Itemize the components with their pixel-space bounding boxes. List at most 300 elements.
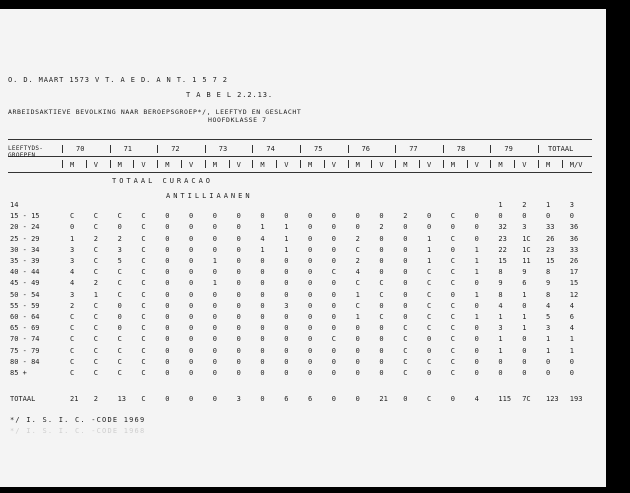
table-cell: C bbox=[117, 290, 122, 299]
table-cell: 0 bbox=[403, 268, 408, 277]
table-cell: C bbox=[141, 268, 146, 277]
table-cell: 0 bbox=[189, 313, 194, 321]
sub-header-3: V bbox=[141, 161, 146, 169]
table-cell: 0 bbox=[284, 324, 289, 333]
total-cell: 0 bbox=[260, 395, 265, 403]
header-rule-top bbox=[8, 139, 592, 140]
table-cell: 0 bbox=[522, 301, 527, 310]
table-cell: 0 bbox=[260, 313, 265, 321]
table-cell: 15 bbox=[546, 257, 555, 265]
table-cell: C bbox=[141, 324, 146, 333]
table-cell: 2 bbox=[93, 234, 99, 243]
table-cell: 1 bbox=[474, 257, 479, 265]
row-label: 15 - 15 bbox=[10, 212, 40, 221]
table-cell: 3 bbox=[498, 324, 503, 333]
age-group-label-1: LEEFTYDS- bbox=[8, 145, 44, 152]
sub-separator bbox=[229, 160, 230, 168]
table-cell: 1 bbox=[284, 245, 289, 254]
table-cell: 1 bbox=[546, 201, 551, 209]
group-separator bbox=[443, 145, 444, 153]
table-cell: C bbox=[331, 268, 337, 277]
sub-separator bbox=[514, 160, 515, 168]
table-cell: C bbox=[427, 324, 432, 333]
sub-separator bbox=[490, 160, 491, 168]
group-header-8: 78 bbox=[456, 145, 466, 153]
table-cell: C bbox=[427, 357, 432, 366]
table-cell: 0 bbox=[308, 223, 313, 232]
table-cell: 0 bbox=[117, 324, 122, 333]
table-cell: 0 bbox=[189, 335, 194, 344]
table-cell: 0 bbox=[427, 212, 432, 221]
table-cell: 6 bbox=[569, 313, 575, 321]
table-cell: 0 bbox=[308, 346, 313, 355]
table-cell: C bbox=[93, 212, 99, 221]
row-label: 85 + bbox=[10, 369, 27, 377]
table-cell: C bbox=[141, 279, 146, 288]
table-cell: C bbox=[403, 346, 408, 355]
sub-separator bbox=[300, 160, 301, 168]
table-cell: 0 bbox=[189, 234, 194, 243]
table-cell: 1 bbox=[569, 346, 575, 355]
table-cell: 0 bbox=[165, 335, 170, 344]
table-cell: 0 bbox=[117, 223, 122, 232]
table-cell: 0 bbox=[284, 357, 289, 366]
total-row-label: TOTAAL bbox=[10, 395, 36, 403]
table-cell: 0 bbox=[546, 357, 551, 366]
table-cell: 0 bbox=[189, 257, 194, 265]
table-cell: 5 bbox=[117, 257, 122, 265]
table-cell: 0 bbox=[165, 357, 170, 366]
table-cell: 0 bbox=[379, 301, 384, 310]
table-cell: 0 bbox=[474, 301, 479, 310]
table-cell: 3 bbox=[117, 245, 122, 254]
total-cell: 193 bbox=[569, 395, 583, 403]
table-cell: 2 bbox=[355, 234, 360, 243]
row-label: 45 - 49 bbox=[10, 279, 40, 288]
table-cell: 0 bbox=[260, 335, 265, 344]
table-cell: 0 bbox=[236, 257, 241, 265]
table-cell: 0 bbox=[474, 369, 479, 377]
table-cell: 0 bbox=[331, 346, 337, 355]
total-cell: 0 bbox=[403, 395, 408, 403]
table-cell: 0 bbox=[379, 346, 384, 355]
group-separator bbox=[395, 145, 396, 153]
table-cell: 0 bbox=[355, 346, 360, 355]
table-cell: 8 bbox=[498, 290, 503, 299]
sub-separator bbox=[324, 160, 325, 168]
table-cell: 0 bbox=[189, 279, 194, 288]
total-cell: 21 bbox=[70, 395, 79, 403]
table-cell: 0 bbox=[331, 279, 337, 288]
sub-header-14: M bbox=[403, 161, 408, 169]
table-cell: 0 bbox=[189, 268, 194, 277]
table-cell: C bbox=[450, 301, 456, 310]
table-cell: C bbox=[117, 268, 122, 277]
table-cell: 1 bbox=[284, 234, 289, 243]
table-cell: 0 bbox=[498, 357, 503, 366]
table-cell: 0 bbox=[331, 234, 337, 243]
table-cell: C bbox=[93, 346, 99, 355]
sub-separator bbox=[157, 160, 158, 168]
table-cell: 0 bbox=[331, 301, 337, 310]
table-number: T A B E L 2.2.13. bbox=[186, 91, 273, 99]
table-cell: 0 bbox=[284, 346, 289, 355]
table-cell: 0 bbox=[403, 257, 408, 265]
table-cell: 1 bbox=[546, 335, 551, 344]
table-cell: 0 bbox=[189, 223, 194, 232]
sub-separator bbox=[181, 160, 182, 168]
table-cell: 0 bbox=[189, 290, 194, 299]
table-cell: 0 bbox=[308, 290, 313, 299]
table-cell: 0 bbox=[260, 357, 265, 366]
row-label: 70 - 74 bbox=[10, 335, 40, 344]
table-cell: 0 bbox=[308, 234, 313, 243]
table-cell: 0 bbox=[450, 223, 456, 232]
table-cell: 1C bbox=[522, 234, 531, 243]
table-cell: 0 bbox=[236, 234, 241, 243]
group-header-2: 72 bbox=[171, 145, 180, 153]
table-cell: 0 bbox=[308, 279, 313, 288]
sub-header-10: M bbox=[308, 161, 313, 169]
table-cell: C bbox=[450, 369, 456, 377]
table-cell: 1 bbox=[427, 234, 432, 243]
group-separator bbox=[205, 145, 206, 153]
table-cell: 1 bbox=[498, 346, 503, 355]
table-cell: C bbox=[427, 301, 432, 310]
table-cell: C bbox=[70, 324, 75, 333]
table-cell: 1 bbox=[569, 335, 575, 344]
group-separator bbox=[300, 145, 301, 153]
table-cell: 0 bbox=[403, 279, 408, 288]
table-cell: 0 bbox=[403, 290, 408, 299]
table-cell: 0 bbox=[474, 357, 479, 366]
sub-separator bbox=[443, 160, 444, 168]
table-cell: 0 bbox=[355, 223, 360, 232]
table-cell: 1 bbox=[284, 223, 289, 232]
table-cell: C bbox=[70, 313, 75, 321]
table-cell: 0 bbox=[379, 257, 384, 265]
section-label-antillianen: ANTILLIAANEN bbox=[166, 192, 253, 200]
table-cell: 0 bbox=[189, 324, 194, 333]
sub-header-1: V bbox=[93, 161, 99, 169]
table-cell: C bbox=[355, 245, 360, 254]
table-cell: 0 bbox=[450, 290, 456, 299]
table-cell: 0 bbox=[427, 223, 432, 232]
table-cell: 0 bbox=[165, 212, 170, 221]
table-cell: 8 bbox=[546, 290, 551, 299]
table-cell: C bbox=[427, 313, 432, 321]
table-cell: C bbox=[93, 301, 99, 310]
header-rule-middle bbox=[8, 156, 592, 157]
table-cell: C bbox=[93, 257, 99, 265]
table-cell: 0 bbox=[236, 268, 241, 277]
total-cell: 0 bbox=[450, 395, 456, 403]
table-cell: 0 bbox=[569, 369, 575, 377]
total-cell: 21 bbox=[379, 395, 388, 403]
table-cell: C bbox=[403, 369, 408, 377]
table-cell: 1 bbox=[427, 257, 432, 265]
table-cell: 0 bbox=[165, 257, 170, 265]
table-cell: 0 bbox=[189, 369, 194, 377]
table-cell: 0 bbox=[379, 335, 384, 344]
sub-header-19: V bbox=[522, 161, 527, 169]
table-cell: 0 bbox=[403, 245, 408, 254]
table-cell: 0 bbox=[70, 223, 75, 232]
table-cell: 0 bbox=[165, 324, 170, 333]
table-cell: C bbox=[93, 357, 99, 366]
sub-separator bbox=[395, 160, 396, 168]
group-header-6: 76 bbox=[361, 145, 371, 153]
table-cell: 0 bbox=[308, 357, 313, 366]
table-cell: 0 bbox=[117, 313, 122, 321]
table-cell: 0 bbox=[260, 268, 265, 277]
table-cell: 2 bbox=[355, 257, 360, 265]
table-cell: 0 bbox=[165, 290, 170, 299]
sub-header-6: M bbox=[212, 161, 218, 169]
table-cell: 2 bbox=[522, 201, 527, 209]
table-cell: 0 bbox=[212, 324, 218, 333]
table-cell: C bbox=[450, 346, 456, 355]
sub-separator bbox=[276, 160, 277, 168]
table-cell: 0 bbox=[331, 212, 337, 221]
table-cell: 0 bbox=[427, 335, 432, 344]
table-cell: 0 bbox=[284, 313, 289, 321]
table-cell: 1 bbox=[474, 290, 479, 299]
table-cell: 0 bbox=[212, 212, 218, 221]
table-cell: 2 bbox=[403, 212, 408, 221]
table-cell: 1 bbox=[212, 279, 218, 288]
table-cell: 0 bbox=[308, 245, 313, 254]
table-cell: 15 bbox=[569, 279, 579, 288]
table-cell: C bbox=[93, 313, 99, 321]
total-cell: C bbox=[141, 395, 146, 403]
table-cell: 4 bbox=[70, 279, 75, 288]
table-cell: C bbox=[141, 290, 146, 299]
table-cell: C bbox=[141, 223, 146, 232]
table-cell: 9 bbox=[498, 279, 503, 288]
table-cell: 0 bbox=[260, 301, 265, 310]
table-cell: 0 bbox=[427, 346, 432, 355]
table-cell: C bbox=[117, 212, 122, 221]
table-cell: 36 bbox=[569, 234, 579, 243]
table-cell: C bbox=[450, 335, 456, 344]
table-cell: 0 bbox=[212, 223, 218, 232]
sub-separator bbox=[538, 160, 539, 168]
sub-header-21: M/V bbox=[569, 161, 583, 169]
table-cell: 0 bbox=[355, 324, 360, 333]
table-cell: 0 bbox=[331, 369, 337, 377]
table-cell: C bbox=[117, 335, 122, 344]
table-cell: 1 bbox=[70, 234, 75, 243]
table-cell: 0 bbox=[165, 279, 170, 288]
table-cell: 36 bbox=[569, 223, 579, 232]
table-cell: C bbox=[141, 245, 146, 254]
table-cell: 0 bbox=[236, 346, 241, 355]
table-cell: 0 bbox=[355, 212, 360, 221]
table-cell: 0 bbox=[379, 245, 384, 254]
table-cell: C bbox=[93, 268, 99, 277]
table-subtitle: HOOFDKLASSE 7 bbox=[208, 116, 267, 124]
table-cell: 0 bbox=[260, 346, 265, 355]
table-cell: 0 bbox=[236, 357, 241, 366]
table-cell: 0 bbox=[260, 369, 265, 377]
row-label: 80 - 84 bbox=[10, 357, 40, 366]
table-cell: C bbox=[450, 212, 456, 221]
table-cell: 2 bbox=[117, 234, 122, 243]
table-cell: 0 bbox=[236, 324, 241, 333]
table-cell: C bbox=[427, 268, 432, 277]
table-cell: 0 bbox=[331, 223, 337, 232]
table-cell: 6 bbox=[522, 279, 527, 288]
sub-header-7: V bbox=[236, 161, 241, 169]
table-cell: 0 bbox=[165, 369, 170, 377]
table-cell: 0 bbox=[236, 279, 241, 288]
table-cell: 0 bbox=[403, 301, 408, 310]
table-cell: 1 bbox=[498, 201, 503, 209]
table-cell: 0 bbox=[474, 335, 479, 344]
sub-header-2: M bbox=[117, 161, 122, 169]
row-label: 55 - 59 bbox=[10, 301, 40, 310]
sub-header-16: M bbox=[450, 161, 456, 169]
table-cell: 1 bbox=[546, 346, 551, 355]
sub-header-8: M bbox=[260, 161, 265, 169]
total-cell: 3 bbox=[236, 395, 241, 403]
table-cell: 0 bbox=[236, 223, 241, 232]
table-cell: 9 bbox=[522, 268, 527, 277]
table-cell: 0 bbox=[403, 223, 408, 232]
table-cell: C bbox=[93, 369, 99, 377]
table-cell: 0 bbox=[546, 369, 551, 377]
total-cell: 13 bbox=[117, 395, 127, 403]
total-cell: 7C bbox=[522, 395, 531, 403]
table-cell: C bbox=[427, 279, 432, 288]
total-cell: 123 bbox=[546, 395, 559, 403]
total-cell: 6 bbox=[308, 395, 313, 403]
table-cell: 0 bbox=[474, 324, 479, 333]
table-cell: 0 bbox=[212, 369, 218, 377]
table-cell: 0 bbox=[498, 369, 503, 377]
sub-separator bbox=[110, 160, 111, 168]
table-cell: C bbox=[355, 301, 360, 310]
table-cell: 0 bbox=[308, 212, 313, 221]
table-cell: C bbox=[70, 335, 75, 344]
table-cell: 1 bbox=[260, 245, 265, 254]
table-cell: C bbox=[117, 346, 122, 355]
group-header-4: 74 bbox=[266, 145, 275, 153]
table-cell: 0 bbox=[165, 245, 170, 254]
table-cell: 0 bbox=[212, 335, 218, 344]
table-cell: 0 bbox=[355, 335, 360, 344]
table-cell: 0 bbox=[284, 268, 289, 277]
top-header-line: O. D. MAART 1573 V T. A E D. A N T. 1 5 7 2 bbox=[8, 76, 228, 84]
table-cell: 0 bbox=[284, 335, 289, 344]
table-cell: C bbox=[70, 346, 75, 355]
table-cell: C bbox=[117, 369, 122, 377]
table-cell: 0 bbox=[331, 290, 337, 299]
sub-header-9: V bbox=[284, 161, 289, 169]
table-cell: C bbox=[379, 313, 384, 321]
table-cell: 1 bbox=[498, 335, 503, 344]
table-cell: 0 bbox=[260, 257, 265, 265]
table-cell: C bbox=[355, 279, 360, 288]
table-cell: C bbox=[117, 279, 122, 288]
table-title: ARBEIDSAKTIEVE BEVOLKING NAAR BEROEPSGROEP*/, LEEFTYD EN GESLACHT bbox=[8, 108, 302, 116]
table-cell: 0 bbox=[379, 357, 384, 366]
table-cell: 3 bbox=[522, 223, 527, 232]
row-label: 60 - 64 bbox=[10, 313, 40, 321]
table-cell: 26 bbox=[569, 257, 579, 265]
row-label: 65 - 69 bbox=[10, 324, 40, 333]
sub-header-15: V bbox=[427, 161, 432, 169]
table-cell: 1 bbox=[427, 245, 432, 254]
table-cell: 0 bbox=[236, 335, 241, 344]
table-cell: 0 bbox=[474, 346, 479, 355]
table-cell: 0 bbox=[308, 268, 313, 277]
table-cell: 0 bbox=[165, 313, 170, 321]
table-cell: C bbox=[93, 245, 99, 254]
sub-separator bbox=[467, 160, 468, 168]
total-cell: 0 bbox=[355, 395, 360, 403]
table-cell: C bbox=[379, 290, 384, 299]
table-cell: 1 bbox=[522, 313, 527, 321]
group-separator bbox=[110, 145, 111, 153]
table-cell: C bbox=[141, 369, 146, 377]
total-cell: 2 bbox=[93, 395, 99, 403]
group-separator bbox=[538, 145, 539, 153]
table-cell: C bbox=[141, 257, 146, 265]
total-cell: 6 bbox=[284, 395, 289, 403]
table-cell: 4 bbox=[260, 234, 265, 243]
table-cell: 12 bbox=[569, 290, 579, 299]
table-cell: 17 bbox=[569, 268, 579, 277]
table-cell: C bbox=[450, 234, 456, 243]
total-cell: 115 bbox=[498, 395, 512, 403]
sub-header-11: V bbox=[331, 161, 337, 169]
group-header-0: 70 bbox=[76, 145, 85, 153]
table-cell: 0 bbox=[236, 313, 241, 321]
table-cell: C bbox=[141, 346, 146, 355]
table-cell: 0 bbox=[117, 301, 122, 310]
table-cell: 0 bbox=[474, 223, 479, 232]
sub-separator bbox=[252, 160, 253, 168]
sub-separator bbox=[348, 160, 349, 168]
table-cell: C bbox=[93, 324, 99, 333]
table-cell: 0 bbox=[236, 290, 241, 299]
table-cell: 4 bbox=[70, 268, 75, 277]
table-cell: 0 bbox=[260, 290, 265, 299]
table-cell: C bbox=[403, 335, 408, 344]
age-group-label-2: GROEPEN bbox=[8, 152, 36, 159]
table-cell: C bbox=[141, 357, 146, 366]
table-cell: 0 bbox=[403, 313, 408, 321]
ghost-footnote: */ I. S. I. C. -CODE 1968 bbox=[10, 427, 146, 435]
table-cell: C bbox=[141, 313, 146, 321]
table-cell: 33 bbox=[569, 245, 579, 254]
group-header-7: 77 bbox=[409, 145, 418, 153]
table-cell: 0 bbox=[379, 324, 384, 333]
table-cell: 0 bbox=[284, 212, 289, 221]
row-label: 35 - 39 bbox=[10, 257, 40, 265]
total-cell: 4 bbox=[474, 395, 479, 403]
table-cell: 0 bbox=[165, 234, 170, 243]
table-cell: 0 bbox=[165, 301, 170, 310]
table-cell: C bbox=[450, 268, 456, 277]
table-cell: 0 bbox=[212, 357, 218, 366]
table-cell: 0 bbox=[331, 313, 337, 321]
table-cell: 0 bbox=[284, 290, 289, 299]
row-label: 40 - 44 bbox=[10, 268, 40, 277]
section-label-total: TOTAAL CURACAO bbox=[112, 177, 214, 185]
